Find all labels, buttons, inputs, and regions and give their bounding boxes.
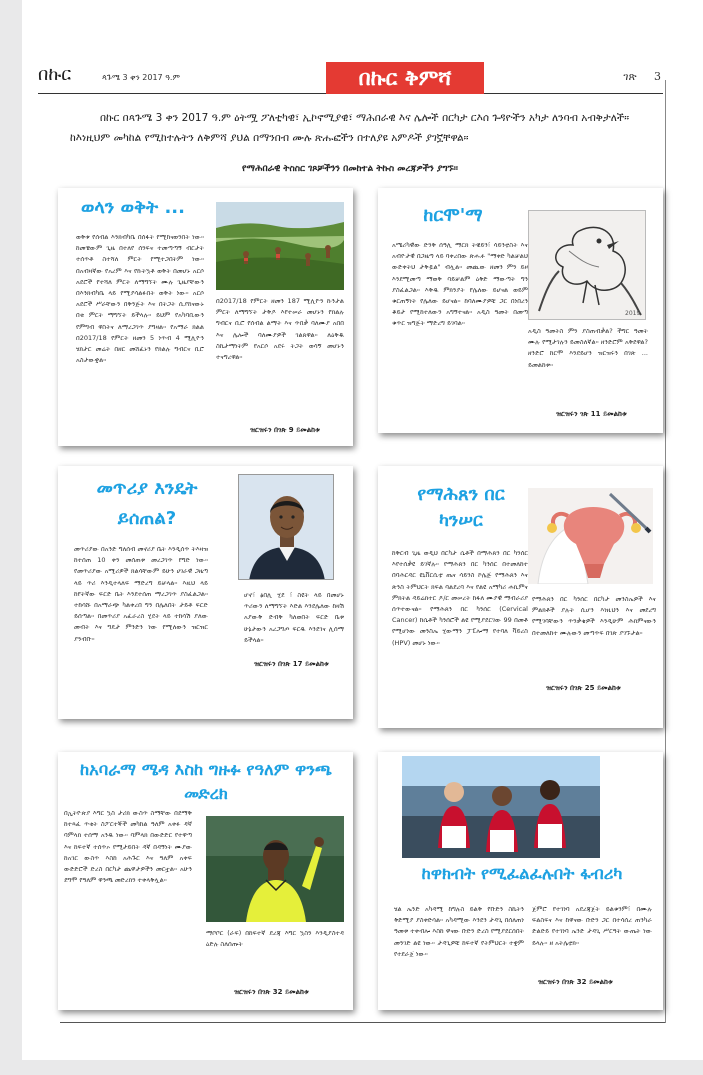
- article-body: በኢትዮጵያ እግር ኳስ ታሪክ ውስጥ ስማቸው በደማቅ ከተጻፈ ጥቂት ስፖርተኞች መካከል ዓለም አቀፉ ዳኛ ባምላክ ተሰማ አንዱ ነው። ባምላክ በውድድር የተዋጣ እና ከፍተኛ ተሰጥኦ የሚታይበት ዳኛ በዳኝነት ሙያው ከአገር ውስጥ እስከ አሕጉር እና ዓለም አቀፍ ውድድሮች ድረስ በርካታ ጨዋታዎችን መርቷል። አሁን ደግሞ የዓለም ዋንጫ መድረክን ተቀላቅሏል።: [64, 809, 192, 885]
- masthead: [38, 64, 663, 94]
- article-card-summons[interactable]: [58, 466, 353, 719]
- article-body: ከቅርብ ጊዜ ወዲህ በርካታ ሴቶች በማሕጸን በር ካንሰር እየተሰቃዩ ይገኛሉ። የማሕጸን በር ካንሰር በተመለከተ በባሕርዳር ዩኒቨርሲቲ ጤና ሳይንስ ኮሌጅ የማሕጸን እና ጽንስ ትምህርት ክፍል ባልደረባ እና የልዩ አማካሪ ሐኪምና ምክትል ዳይሬክተር ዶ/ር መሠረት ከፋለ ሙያዊ ማብራሪያ ሰጥተውናል። የማሕጸን በር ካንሰር (Cervical Cancer) ከሴቶች ካንሰሮች ልዩ የሚያደርገው 99 በመቶ የሚሆነው መንስኤ ሂውማን ፓፒሎማ የተባለ ቫይረስ (HPV) መሆኑ ነው።: [392, 549, 528, 647]
- article-card-weeding[interactable]: [58, 188, 353, 446]
- academy-players-photo: [402, 756, 600, 858]
- social-media-note: የማሕበራዊ ትስስር ገጾቻችንን በመከተል ትኩስ መረጃዎችን ያግኙ።: [242, 164, 458, 174]
- article-body: ወቅቱ የሰብል እንክብካቤ በሰፋት የሚከናወንበት ነው። ከመቼውም ጊዜ በተለየ ሰንፍና ተመጣጣኝ ብርታት ተሰጥቶ ስተሻለ ምርት የሚተጋበትም ነው። በአብዛኛው የአረም እና የኩትኳቶ ወቅት በመሆኑ አርሶ አደሮች የተሻለ ምርት ለማግኘት ሙሉ ጊዜያቸውን በእንክብካቤ ላይ የሚያሳልፉበት ወቅት ነው። አርሶ አደሮች ሥራቸውን በቅንጅት እና በትጋት ሲያከናውኑ በቂ ምርት ማግኘት ይችላሉ። ይህም የአካባቢውን የምግብ ዋስትና ለማረጋገጥ ያግዛል። የአማራ ክልል በ2017/18 የምርት ዘመን 5 ነጥብ 4 ሚሊዮን ሄክታር መሬት በዘር መሸፈኑን የክልሉ ግብርና ቢሮ አስታውቋል።: [76, 233, 204, 365]
- article-title: መጥሪያ እንዴት ይሰጠል?: [96, 478, 198, 529]
- article-card-cervical-cancer[interactable]: [378, 466, 663, 728]
- brand-name: በኩር: [38, 64, 72, 85]
- continue-reading-link[interactable]: ዝርዝሩን ገጽ 11 ይመልከቱ: [556, 410, 627, 418]
- page-label: ገጽ: [623, 70, 637, 83]
- continue-reading-link[interactable]: ዝርዝሩን በገጽ 32 ይመልከቱ: [538, 978, 613, 986]
- article-body-continued: ሆኖ፣ ፅበሊ ሂደ ፣ ስዩት ላይ በመሆኑ ጥሪውን ለማግኘት እድል እንደሌለው ከዛሽ አያውቅ ድብቅ ካለወበት ፍርድ ቤቱ ሁኔታውን አረጋግጦ ፍርዱ እንደገና ሊሰማ ይችላል።: [244, 591, 344, 644]
- article-body-continued: ጀምሮ የተገነባ አደረጃጀት ይልቁንም፣ በሙሉ ፍልስፍና እና ከዋናው ቡድን ጋር በተሳሰረ ጠንካራ ድልድይ የተገነባ ኤንድ ታዳጊ ሥርዓት ውጤት ነው ይላሉ። ዘ አትሌቲክ።: [532, 905, 652, 947]
- article-body-continued: የማሕጸን በር ካንሰር በርካታ መንስኤዎች እና ምልክቶች ያሉት ሲሆን እነዚህን እና መደረግ የሚገባቸውን ጥንቃቄዎች እንዲሁም ሕክምናውን በተመለከተ ሙሉውን መጣጥፍ በገጽ ያገኙታል።: [532, 595, 656, 637]
- article-card-referee[interactable]: [58, 752, 353, 1010]
- article-title: ወላን ወቅት ...: [81, 197, 185, 218]
- article-body: ሄል ኤንድ አካዳሚ ከግሉስ ይልቅ የቡድን ስኬትን ቅድሚያ ያስቀድሳል። አካዳሚው እንደን ታዳጊ በሰለጠነ ዓመቱ ተቀብሎ እስከ ዋናው ቡድን ድረስ የሚያደርሰበት መንገድ ልዩ ነው። ታዳጊዎቹ ከፍተኛ የትምህርት ተቋም የተደራጀ ነው።: [394, 905, 524, 958]
- section-tag: በኩር ቅምሻ: [326, 62, 484, 94]
- photo-caption: ማቦቦር (ራፍ) በከፍተኛ ደረጃ እግር ኳስን እንዲያስተዳ ዕድሉ ስለሰጡት: [206, 929, 344, 949]
- bottom-rule: [60, 1022, 665, 1023]
- article-body: አሜሪካዊው ድንቅ ሰዓሊ ማርክ ትዌይን፣ ሳይንቲስት እና አብዮታዊ በጋዜጣ ላይ ባቀረበው ጽሑፉ "ማቀድ ካልቻልህ ውድቀትህ ታቅዷል" ብሏል። መጪው ዘመን ምን ይዞ እንደሚመጣ ማወቅ ባይቻልም ዕቅድ ማውጣት ግን ያስፈልጋል። እቅዱ ምክንያት የሌለው ይሆናል ወይም ቁርጠኝነት የሌለው ይሆናል። ከባለሙያዎቹ ጋር በነበረን ቆይታ የሚከተለውን አግኝተናል። አዲስ ዓመት በመጣ ቁጥር ዝግጅት ማድረግ ይገባል።: [392, 241, 528, 328]
- uterus-model-photo: [528, 488, 653, 584]
- continue-reading-link[interactable]: ዝርዝሩን በገጽ 17 ይመልከቱ: [254, 660, 329, 668]
- page-number: [623, 70, 661, 84]
- continue-reading-link[interactable]: ዝርዝሩን በገጽ 9 ይመልከቱ: [250, 426, 320, 434]
- portrait-photo: [238, 474, 334, 580]
- intro-paragraph: በኩር በጳጉሜ 3 ቀን 2017 ዓ.ም ዕትሟ ፖለቲካዊ፣ ኢኮኖሚያዊ፣ ማሕበራዊ እና ሌሎች በርካታ ርእሰ ጉዳዮችን አካታ ለንባብ አብቅታለች። ከእነዚህም መካከል የሚከተሉትን ለቅምሻ ያህል በማንበብ ሙሉ ጽሑፎችን በተለያዩ አምዶች ያገኟቸዋል።: [70, 112, 630, 144]
- bird-sketch-photo: [528, 210, 646, 320]
- page-number-value: 3: [654, 70, 661, 83]
- article-title: የማሕጸን በር ካንሠር: [417, 484, 505, 531]
- article-title: ከርሞ'ማ: [423, 205, 483, 226]
- article-body-continued: በ2017/18 የምርት ዘመን 187 ሚሊዮን ኩንታል ምርት ለማግኘት ታቅዶ እየተሠራ መሆኑን የክልሉ ግብርና ቢሮ የሰብል ልማት እና ጥበቃ ባለሙያ አበበ እና ሌሎች ባለሙያዎች ገልጸዋል። ለዕቅዱ ስኬታማነትም የአርሶ አደሩ ትጋት ወሳኝ መሆኑን ተናግረዋል።: [216, 297, 344, 362]
- article-card-academy[interactable]: [378, 752, 663, 1010]
- article-title: ከአባራማ ሜዳ እስከ ግዙፉ የዓለም ዋንጫ መድረክ: [80, 760, 332, 803]
- continue-reading-link[interactable]: ዝርዝሩን በገጽ 25 ይመልከቱ: [546, 684, 621, 692]
- tea-field-photo: [216, 202, 344, 290]
- article-title: ከዋክብት የሚፈልፈሉበት ፋብሪካ: [421, 864, 623, 883]
- referee-photo: [206, 816, 344, 922]
- continue-reading-link[interactable]: ዝርዝሩን በገጽ 32 ይመልከቱ: [234, 988, 309, 996]
- page-border: [665, 80, 666, 1023]
- article-card-kermoma[interactable]: [378, 188, 663, 433]
- svg-text:2019: 2019: [625, 310, 641, 317]
- article-body: መጥሪያው በአንድ ግለሰብ መኖሪያ ቤት እንዲሰጥ ትእዛዝ ከተሰጠ 10 ቀን መሰጠቱ መረጋገጥ የግድ ነው። የመጥሪያው አሚሪዎች ክልሳቸውም ይሁን ሀገራዊ ጋዜጣ ላይ ጥሪ እንዲተላለፍ ማድረግ ይቻላል። እዚህ ላይ ከየትኛው ፍርድ ቤት እንደተሰጠ ማረጋገጥ ያስፈልጋል። ተከሳሹ በአማራጭ ካልቀረበ ግን በሌለበት ታይቶ ፍርድ ይሰጣል። በመጥሪያ አፈራረስ ሂደት ላይ ተከሳሽ ያለው መብት እና ግዴታ ምንድን ነው የሚለውን ዝርዝር ያንብቡ።: [74, 545, 208, 643]
- article-body-continued: አዲስ ዓመትስ ምን ያስጠብቃል? ችግር ዓመት ሙሉ የሚታገሉን ይመስለኛል። ዘንድሮም አቅደዋል? ዘንድሮ ከርሞ እንደይሆን ዝርዝሩን በገጽ ... ይመልከቱ።: [528, 327, 648, 369]
- issue-date: ጳጉሜ 3 ቀን 2017 ዓ.ም: [102, 73, 180, 82]
